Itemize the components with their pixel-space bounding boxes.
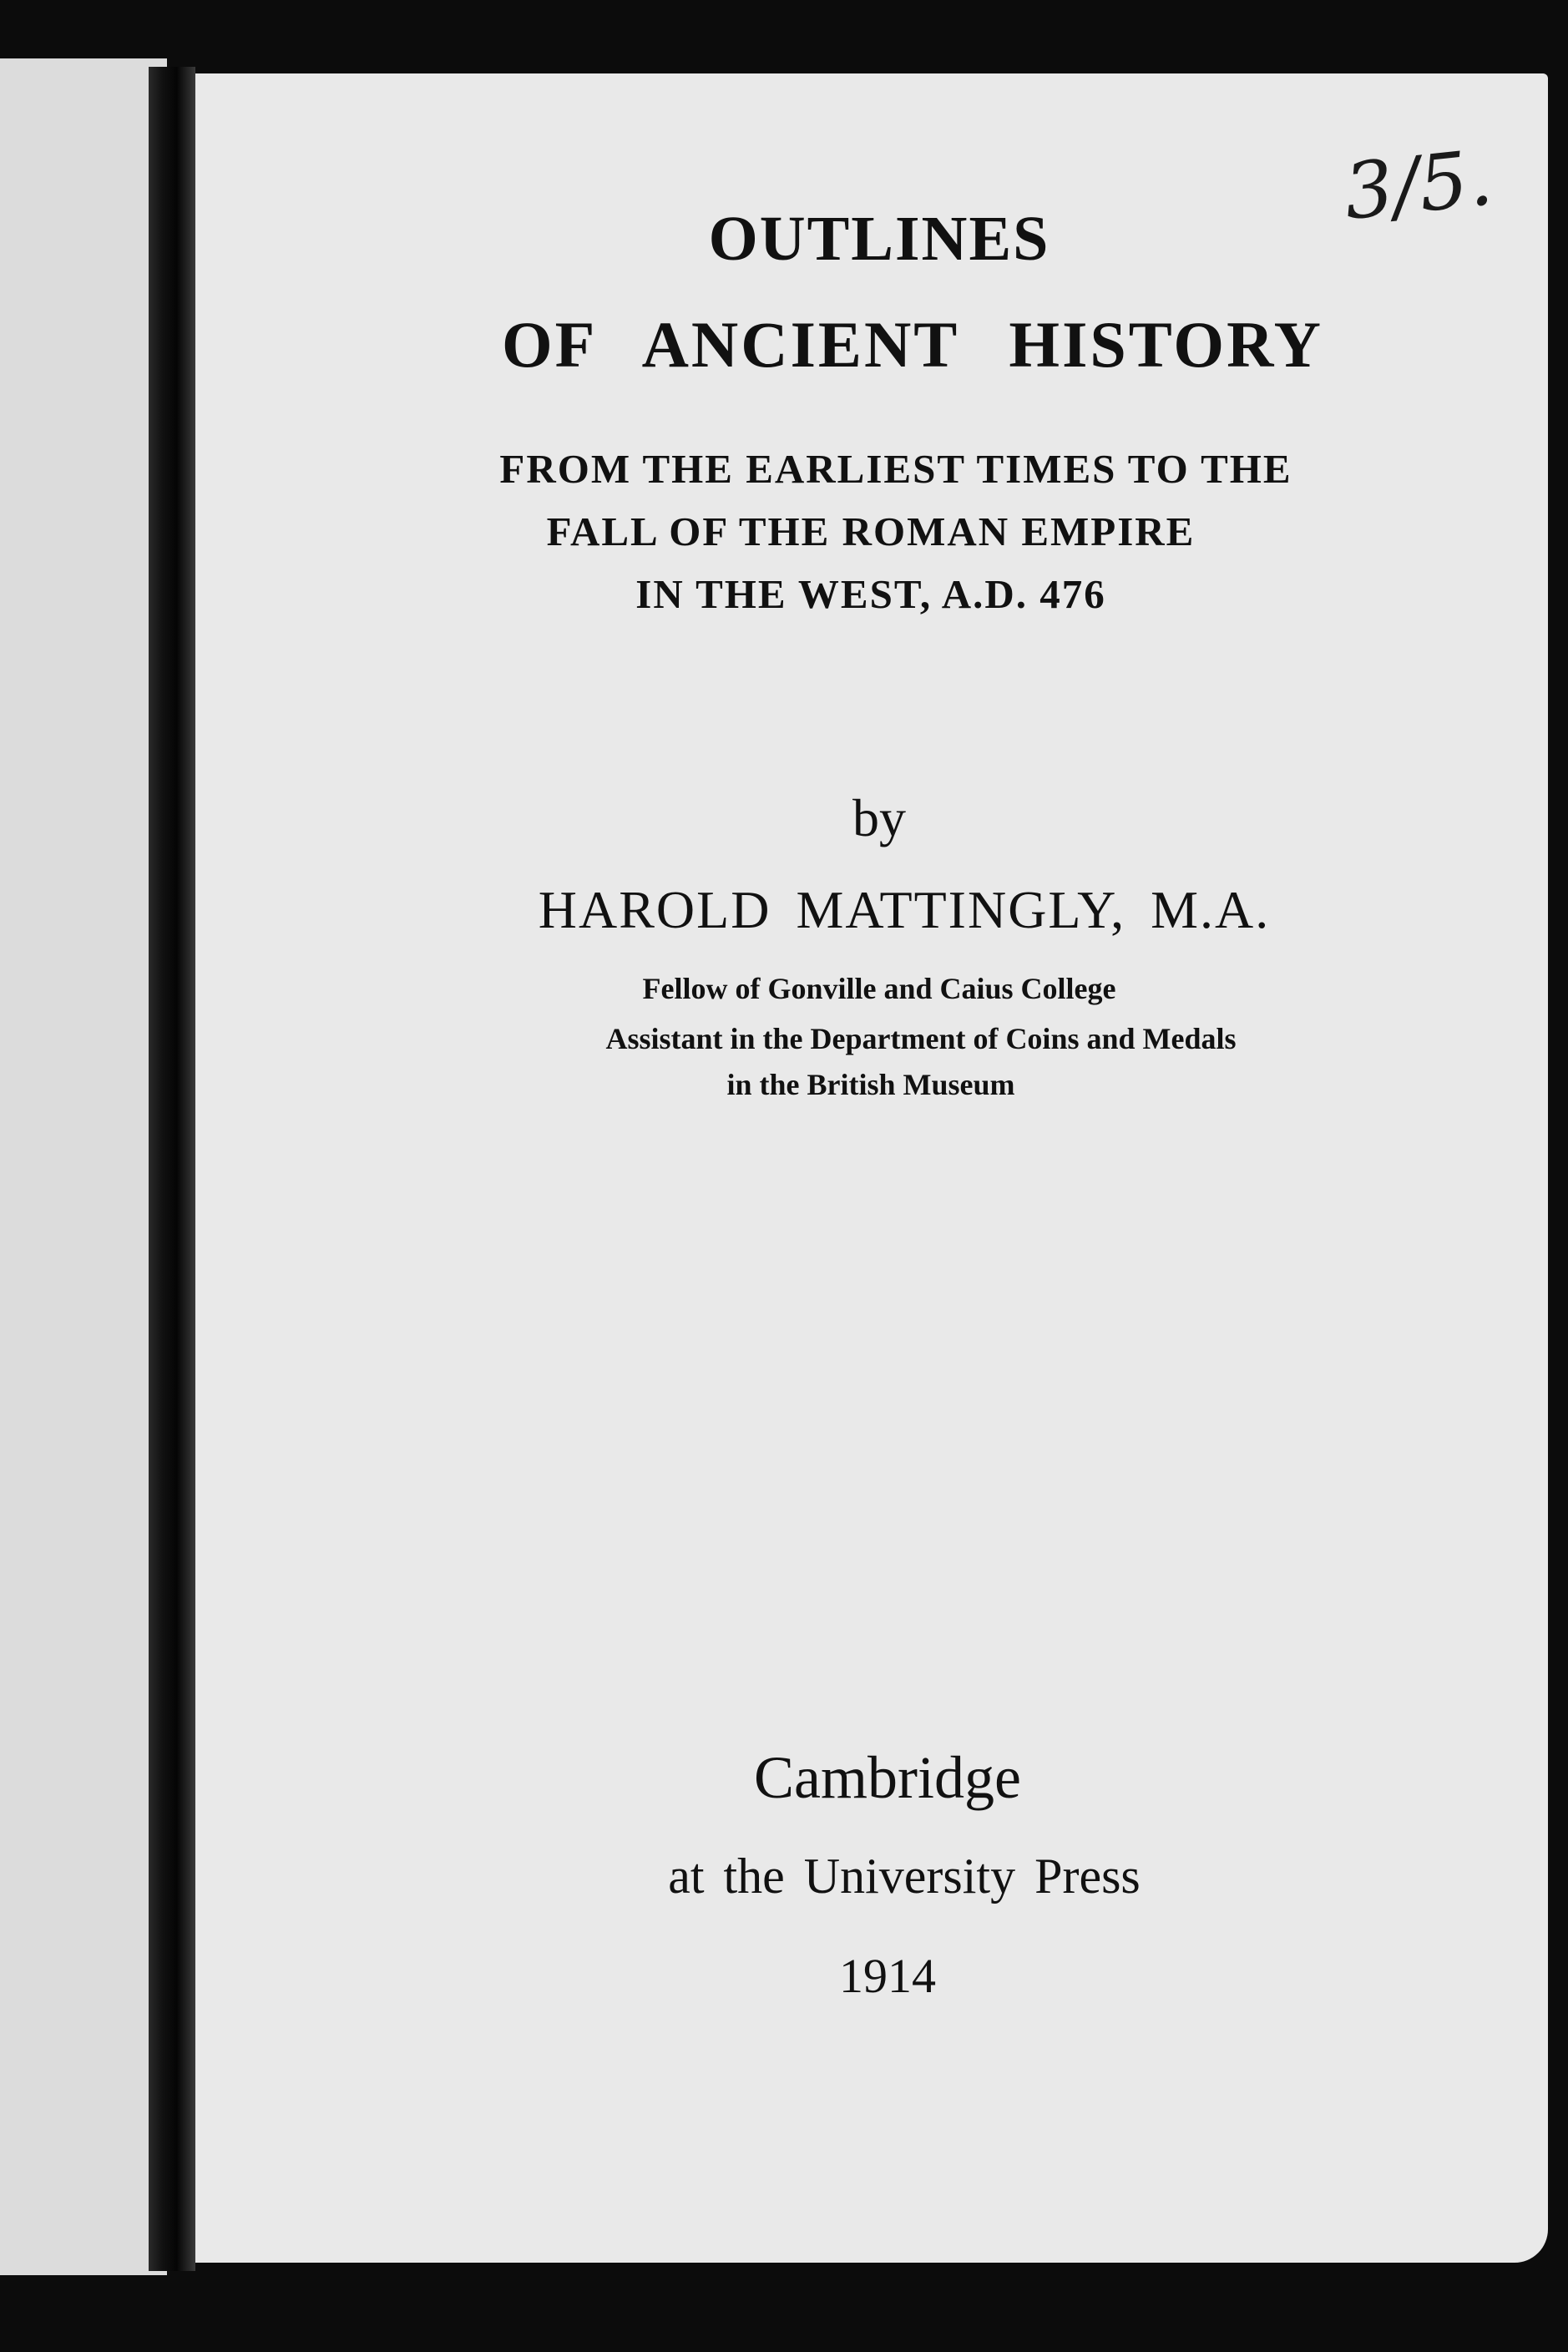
imprint-city: Cambridge xyxy=(754,1744,1021,1811)
author-name: HAROLD MATTINGLY, M.A. xyxy=(538,880,1271,939)
imprint-year: 1914 xyxy=(839,1949,936,2003)
title-line-1: OUTLINES xyxy=(708,204,1050,274)
left-page-edge xyxy=(0,58,167,2275)
subtitle-line-2: FALL OF THE ROMAN EMPIRE xyxy=(546,508,1196,554)
affiliation-line-3: in the British Museum xyxy=(726,1068,1015,1101)
subtitle-line-3: IN THE WEST, A.D. 476 xyxy=(635,571,1106,617)
title-line-2: OF ANCIENT HISTORY xyxy=(501,308,1324,381)
subtitle-line-1: FROM THE EARLIEST TIMES TO THE xyxy=(499,446,1292,492)
affiliation-line-2: Assistant in the Department of Coins and Medals xyxy=(605,1022,1237,1055)
by-line: by xyxy=(852,788,906,847)
handwritten-shelf-mark: 3/5. xyxy=(1339,133,1497,237)
book-gutter xyxy=(149,67,195,2271)
affiliation-line-1: Fellow of Gonville and Caius College xyxy=(642,972,1116,1005)
title-page-text xyxy=(194,73,1548,2263)
imprint-press: at the University Press xyxy=(668,1849,1141,1904)
